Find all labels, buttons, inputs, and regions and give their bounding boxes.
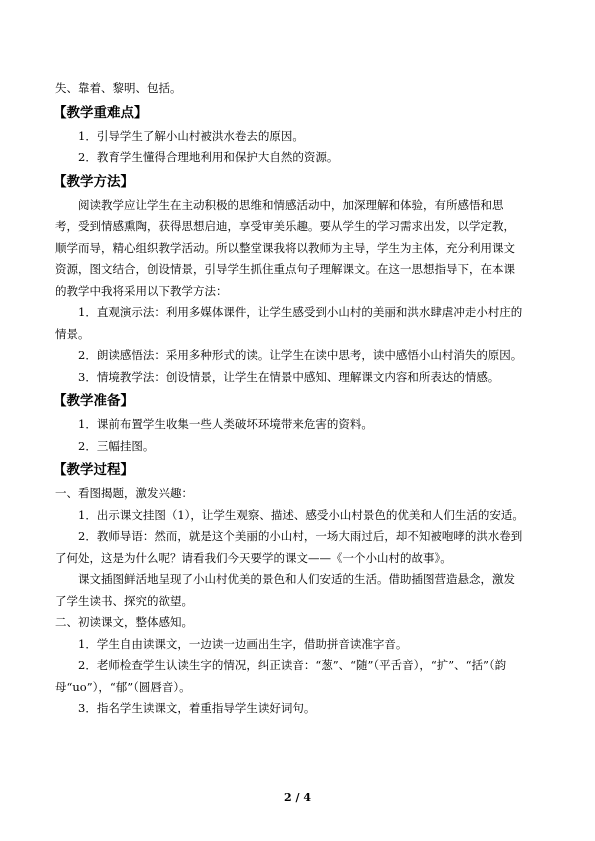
process-part-title: 一、看图揭题，激发兴趣： [55, 486, 193, 500]
process-note-line: 课文插图鲜活地呈现了小山村优美的景色和人们安适的生活。借助插图营造悬念，激发 [78, 572, 515, 586]
paragraph-line: 顺学而导，精心组织教学活动。所以整堂课我将以教师为主导，学生为主体，充分利用课文 [55, 240, 515, 255]
paragraph-line: 的教学中我将采用以下教学方法： [55, 283, 228, 298]
process-item-line: 了何处，这是为什么呢？请看我们今天要学的课文——《一个小山村的故事》。 [55, 550, 452, 565]
key-point-item: 1．引导学生了解小山村被洪水卷去的原因。 [78, 128, 304, 143]
section-heading-process: 【教学过程】 [53, 462, 134, 478]
page-number: 2 / 4 [284, 791, 311, 804]
section-heading-key-points: 【教学重难点】 [53, 104, 148, 121]
process-item-line: 3．指名学生读课文，着重指导学生读好词句。 [78, 701, 316, 715]
paragraph-line: 考，受到情感熏陶，获得思想启迪，享受审美乐趣。要从学生的学习需求出发，以学定教， [55, 219, 515, 233]
method-item-line: 2．朗读感悟法：采用多种形式的读。让学生在读中思考，读中感悟小山村消失的原因。 [78, 348, 523, 362]
paragraph-line: 资源，图文结合，创设情景，引导学生抓住重点句子理解课文。在这一思想指导下，在本课 [55, 262, 515, 276]
methods-paragraph [55, 195, 540, 303]
process-item-line: 母“uo”），“郁”（圆唇音）。 [55, 679, 191, 694]
preparation-item: 1．课前布置学生收集一些人类破坏环境带来危害的资料。 [78, 417, 373, 431]
process-note-line: 了学生读书、探究的欲望。 [55, 593, 193, 608]
process-item [55, 505, 540, 527]
intro-tail-text: 失、靠着、黎明、包括。 [55, 81, 182, 95]
method-item [55, 345, 540, 367]
process-item-line: 2．老师检查学生认读生字的情况，纠正读音：“葱”、“随”（平舌音），“扩”、“括”（韵 [78, 658, 507, 672]
method-item [55, 302, 540, 345]
method-item-line: 3．情境教学法：创设情景，让学生在情景中感知、理解课文内容和所表达的情感。 [78, 369, 500, 384]
key-point-item: 2．教育学生懂得合理地利用和保护大自然的资源。 [78, 150, 339, 164]
method-item-line: 情景。 [55, 326, 90, 341]
process-item-line: 1．学生自由读课文，一边读一边画出生字，借助拼音读准字音。 [78, 636, 408, 651]
process-item [55, 526, 540, 569]
paragraph-line: 阅读教学应让学生在主动积极的思维和情感活动中，加深理解和体验，有所感悟和思 [78, 197, 504, 212]
process-item-line: 2．教师导语：然而，就是这个美丽的小山村，一场大雨过后，却不知被咆哮的洪水卷到 [78, 529, 523, 543]
process-item [55, 655, 540, 698]
section-heading-methods: 【教学方法】 [53, 173, 134, 190]
preparation-item: 2．三幅挂图。 [78, 438, 155, 453]
process-item [55, 634, 540, 656]
process-note [55, 569, 540, 612]
process-item-line: 1．出示课文挂图（1），让学生观察、描述、感受小山村景色的优美和人们生活的安适。 [78, 507, 524, 522]
document-body [55, 78, 540, 720]
process-item [55, 698, 540, 720]
method-item-line: 1．直观演示法：利用多媒体课件，让学生感受到小山村的美丽和洪水肆虐冲走小村庄的 [78, 305, 523, 319]
method-item [55, 367, 540, 389]
process-part-title: 二、初读课文，整体感知。 [55, 615, 193, 629]
section-heading-preparation: 【教学准备】 [53, 393, 134, 409]
